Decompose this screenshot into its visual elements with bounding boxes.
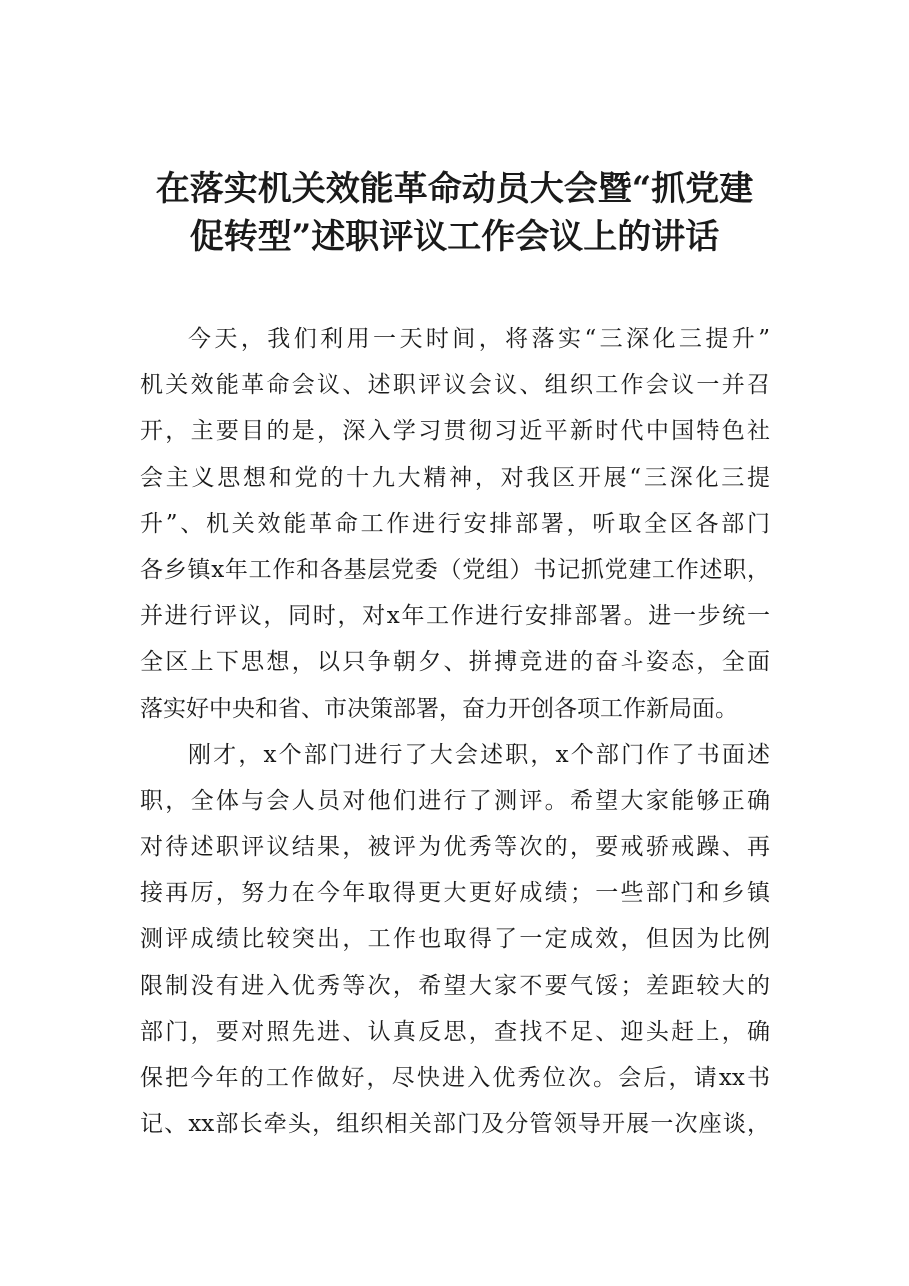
paragraph-2-line-3: 对待述职评议结果，被评为优秀等次的，要戒骄戒躁、再 [140,834,770,861]
paragraph-1-line-5: 升”、机关效能革命工作进行安排部署，听取全区各部门 [140,510,770,537]
title-line-1: 在落实机关效能革命动员大会暨“抓党建 [155,169,754,209]
title-line-2: 促转型”述职评议工作会议上的讲话 [189,217,720,257]
document-body [140,316,770,1147]
paragraph-1-line-7: 并进行评议，同时，对x年工作进行安排部署。进一步统一 [140,603,770,630]
paragraph-1-line-8: 全区上下思想，以只争朝夕、拼搏竞进的奋斗姿态，全面 [140,649,770,676]
paragraph-2-line-7: 部门，要对照先进、认真反思，查找不足、迎头赶上，确 [140,1018,770,1045]
paragraph-1-line-1: 今天，我们利用一天时间，将落实“三深化三提升” [188,326,770,352]
document-title [100,165,809,261]
paragraph-2-line-9: 记、xx部长牵头，组织相关部门及分管领导开展一次座谈， [140,1111,770,1138]
paragraph-2-line-1: 刚才，x个部门进行了大会述职，x个部门作了书面述 [188,741,770,768]
paragraph-1-line-6: 各乡镇x年工作和各基层党委（党组）书记抓党建工作述职， [140,556,770,583]
paragraph-2-line-6: 限制没有进入优秀等次，希望大家不要气馁；差距较大的 [140,972,770,999]
paragraph-1-line-4: 会主义思想和党的十九大精神，对我区开展“三深化三提 [140,464,770,491]
paragraph-2-line-8: 保把今年的工作做好，尽快进入优秀位次。会后，请xx书 [140,1065,770,1091]
paragraph-2-line-4: 接再厉，努力在今年取得更大更好成绩；一些部门和乡镇 [140,880,770,907]
paragraph-2-line-5: 测评成绩比较突出，工作也取得了一定成效，但因为比例 [140,926,770,953]
paragraph-2-line-2: 职，全体与会人员对他们进行了测评。希望大家能够正确 [140,787,770,814]
paragraph-1-line-3: 开，主要目的是，深入学习贯彻习近平新时代中国特色社 [140,418,770,445]
paragraph-1-line-9: 落实好中央和省、市决策部署，奋力开创各项工作新局面。 [140,695,738,722]
paragraph-1-line-2: 机关效能革命会议、述职评议会议、组织工作会议一并召 [140,372,770,399]
